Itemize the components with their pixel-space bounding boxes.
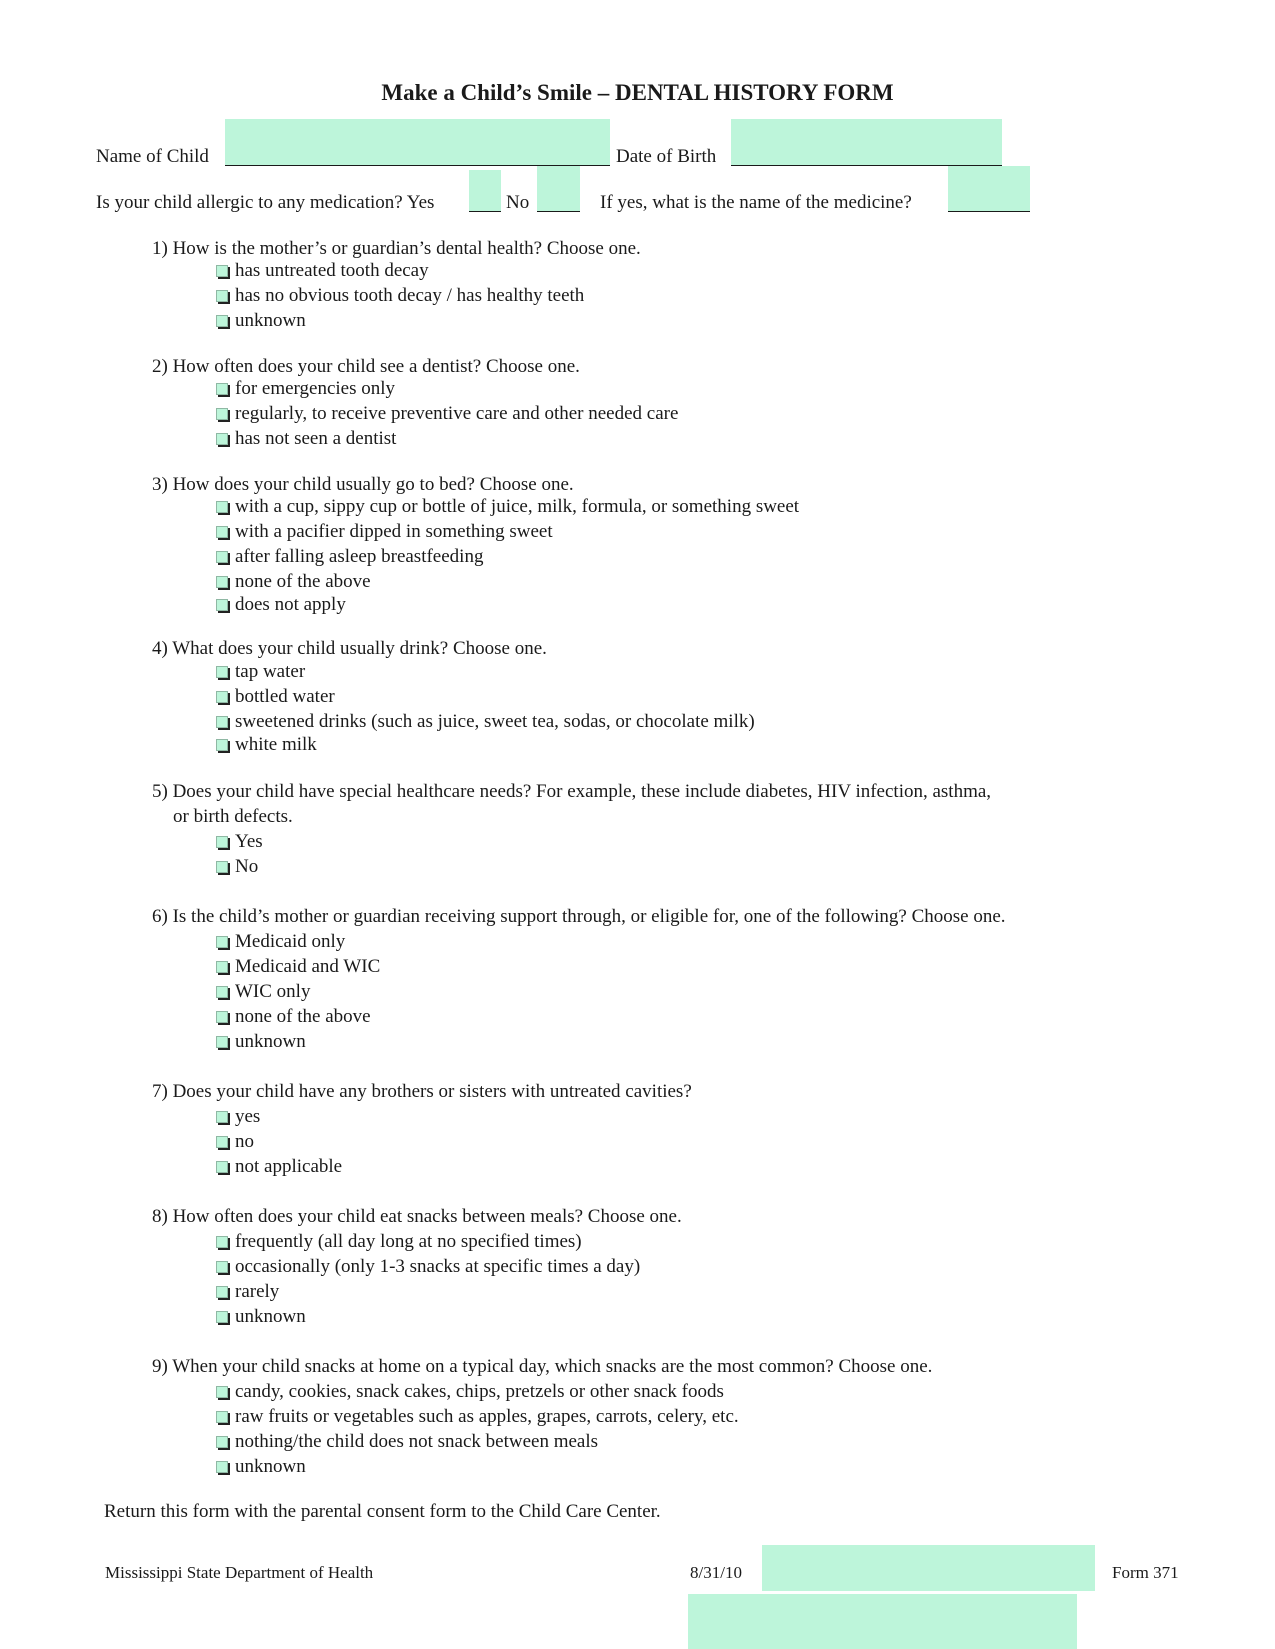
footer-department: Mississippi State Department of Health [105,1563,374,1582]
allergy-yes-field[interactable] [469,170,501,212]
medicine-name-field[interactable] [948,166,1030,212]
checkbox[interactable] [216,265,228,277]
checkbox[interactable] [216,936,228,948]
form-title: Make a Child’s Smile – DENTAL HISTORY FORM [381,80,894,105]
allergy-yes-underline [469,211,501,212]
option-row[interactable] [216,260,429,282]
option-row[interactable] [216,661,305,683]
option-row[interactable] [216,285,584,307]
option-row[interactable] [216,1456,306,1478]
checkbox[interactable] [216,691,228,703]
checkbox[interactable] [216,961,228,973]
checkbox[interactable] [216,501,228,513]
option-row[interactable] [216,956,380,978]
option-row[interactable] [216,521,553,543]
question-8: 8) How often does your child eat snacks between meals? Choose one. [152,1206,682,1227]
question-6: 6) Is the child’s mother or guardian receiving support through, or eligible for, one of the following? Choose one. [152,906,1006,927]
medicine-underline [948,211,1030,212]
option-label: regularly, to receive preventive care and other needed care [235,403,679,424]
checkbox[interactable] [216,526,228,538]
option-label: nothing/the child does not snack between meals [235,1431,599,1452]
question-4: 4) What does your child usually drink? Choose one. [152,638,547,659]
checkbox[interactable] [216,576,228,588]
option-label: does not apply [235,594,346,615]
option-label: Medicaid and WIC [235,956,381,977]
name-label: Name of Child [96,146,209,167]
option-row[interactable] [216,1381,724,1403]
checkbox[interactable] [216,986,228,998]
checkbox[interactable] [216,551,228,563]
option-row[interactable] [216,1006,371,1028]
return-note: Return this form with the parental consent form to the Child Care Center. [104,1501,661,1522]
medicine-label: If yes, what is the name of the medicine? [600,192,912,213]
option-label: has untreated tooth decay [235,260,429,281]
option-row[interactable] [216,1131,254,1153]
checkbox[interactable] [216,1011,228,1023]
checkbox[interactable] [216,1461,228,1473]
option-row[interactable] [216,856,258,878]
option-row[interactable] [216,734,317,756]
option-row[interactable] [216,1031,306,1053]
allergy-no-field[interactable] [537,166,580,212]
option-row[interactable] [216,1156,342,1178]
option-label: frequently (all day long at no specified times) [235,1231,582,1252]
option-label: WIC only [235,981,311,1002]
checkbox[interactable] [216,1236,228,1248]
option-label: rarely [235,1281,280,1302]
option-label: white milk [235,734,317,755]
option-label: for emergencies only [235,378,396,399]
child-name-field[interactable] [225,119,610,166]
option-row[interactable] [216,1106,260,1128]
checkbox[interactable] [216,836,228,848]
option-label: bottled water [235,686,335,707]
question-1: 1) How is the mother’s or guardian’s dental health? Choose one. [152,238,641,259]
option-row[interactable] [216,931,345,953]
option-row[interactable] [216,1431,598,1453]
dob-label: Date of Birth [616,146,717,167]
checkbox[interactable] [216,666,228,678]
footer-form-number: Form 371 [1112,1563,1179,1582]
checkbox[interactable] [216,1386,228,1398]
option-row[interactable] [216,981,310,1003]
option-label: Yes [235,831,263,852]
checkbox[interactable] [216,1286,228,1298]
checkbox[interactable] [216,315,228,327]
option-label: has not seen a dentist [235,428,397,449]
date-of-birth-field[interactable] [731,119,1002,166]
option-row[interactable] [216,711,755,733]
option-label: Medicaid only [235,931,346,952]
checkbox[interactable] [216,383,228,395]
question-7: 7) Does your child have any brothers or sisters with untreated cavities? [152,1081,692,1102]
checkbox[interactable] [216,1111,228,1123]
option-label: tap water [235,661,306,682]
option-label: raw fruits or vegetables such as apples, grapes, carrots, celery, etc. [235,1406,739,1427]
option-row[interactable] [216,686,335,708]
checkbox[interactable] [216,739,228,751]
option-label: occasionally (only 1-3 snacks at specific times a day) [235,1256,641,1277]
option-label: no [235,1131,254,1152]
option-row[interactable] [216,1231,582,1253]
footer-date: 8/31/10 [690,1563,742,1582]
question-5-continued: or birth defects. [173,806,293,827]
option-label: candy, cookies, snack cakes, chips, pretzels or other snack foods [235,1381,724,1402]
checkbox[interactable] [216,1161,228,1173]
option-label: unknown [235,310,306,331]
option-row[interactable] [216,310,306,332]
option-label: yes [235,1106,261,1127]
option-row[interactable] [216,403,678,425]
checkbox[interactable] [216,290,228,302]
option-label: sweetened drinks (such as juice, sweet tea, sodas, or chocolate milk) [235,711,755,732]
checkbox[interactable] [216,1036,228,1048]
option-label: with a pacifier dipped in something sweet [235,521,553,542]
question-3: 3) How does your child usually go to bed? Choose one. [152,474,574,495]
option-label: with a cup, sippy cup or bottle of juice, milk, formula, or something sweet [235,496,800,517]
checkbox[interactable] [216,716,228,728]
checkbox[interactable] [216,1136,228,1148]
checkbox[interactable] [216,433,228,445]
option-row[interactable] [216,1406,739,1428]
option-label: unknown [235,1456,306,1477]
checkbox[interactable] [216,1411,228,1423]
option-label: none of the above [235,1006,371,1027]
option-label: none of the above [235,571,371,592]
footer-extra-field[interactable] [688,1594,1077,1649]
option-row[interactable] [216,1281,279,1303]
checkbox[interactable] [216,861,228,873]
checkbox[interactable] [216,408,228,420]
option-row[interactable] [216,571,371,593]
question-5: 5) Does your child have special healthcare needs? For example, these include diabetes, HIV infection, asthma, [152,781,992,802]
checkbox[interactable] [216,599,228,611]
option-row[interactable] [216,1256,640,1278]
option-row[interactable] [216,378,395,400]
checkbox[interactable] [216,1436,228,1448]
option-label: has no obvious tooth decay / has healthy teeth [235,285,585,306]
option-label: unknown [235,1306,306,1327]
question-2: 2) How often does your child see a dentist? Choose one. [152,356,580,377]
option-row[interactable] [216,496,799,518]
option-row[interactable] [216,1306,306,1328]
option-label: unknown [235,1031,306,1052]
option-row[interactable] [216,594,346,616]
option-label: after falling asleep breastfeeding [235,546,484,567]
checkbox[interactable] [216,1311,228,1323]
option-row[interactable] [216,831,263,853]
checkbox[interactable] [216,1261,228,1273]
option-row[interactable] [216,428,396,450]
allergy-question: Is your child allergic to any medication? Yes [96,192,435,213]
option-row[interactable] [216,546,483,568]
allergy-no-label: No [506,192,530,213]
footer-signature-field[interactable] [762,1545,1095,1591]
allergy-no-underline [537,211,580,212]
option-label: No [235,856,259,877]
question-9: 9) When your child snacks at home on a typical day, which snacks are the most common? Choose one. [152,1356,933,1377]
option-label: not applicable [235,1156,343,1177]
